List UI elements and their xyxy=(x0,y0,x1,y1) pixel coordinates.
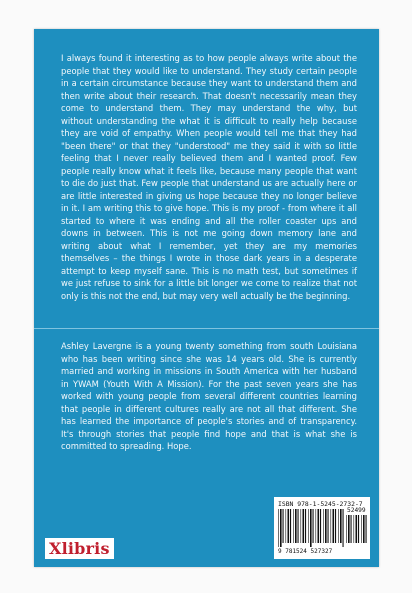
back-cover xyxy=(34,29,379,567)
isbn-barcode xyxy=(274,497,370,559)
section-divider xyxy=(34,328,379,329)
book-blurb: I always found it interesting as to how people always write about the people that they would like to understand. They study certain people in a certain circumstance because they want to understand them and then write about their research. That doesn't necessarily mean they come to understand them. They may understand the why, but without understanding the what it is difficult to really help because they are void of empathy. When people would tell me that they had "been there" or that they "understood" me they said it with so little feeling that I never really believed them and I wanted proof. Few people really know what it feels like, because many people that want to die do just that. Few people that understand us are actually here or are little interested in giving us hope because they no longer believe in it. I am writing this to give hope. This is my proof - from where it all started to where it was ending and all the roller coaster ups and downs in between. This is not me going down memory lane and writing about what I remember, yet they are my memories themselves – the things I wrote in those dark years in a desperate attempt to keep myself sane. This is no math test, but sometimes if we just refuse to sink for a little bit longer we come to realize that not only is this not the end, but may very well actually be the beginning. xyxy=(61,53,357,301)
author-bio: Ashley Lavergne is a young twenty something from south Louisiana who has been writing since she was 14 years old. She is currently married and working in missions in South America with her husband in YWAM (Youth With A Mission). For the past seven years she has worked with young people from several different countries learning that people in different cultures really are not all that different. She has learned the importance of people's stories and of transparency. It's through stories that people find hope and that is what she is committed to spreading. Hope. xyxy=(61,341,357,451)
barcode-addon-number: 52499 xyxy=(347,507,366,514)
ean-digits: 9 781524 527327 xyxy=(278,548,333,555)
ean-barcode-bars xyxy=(278,509,344,547)
publisher-logo: Xlibris xyxy=(45,538,114,559)
addon-barcode-bars xyxy=(346,515,367,547)
isbn-label: ISBN 978-1-5245-2732-7 xyxy=(278,500,363,508)
